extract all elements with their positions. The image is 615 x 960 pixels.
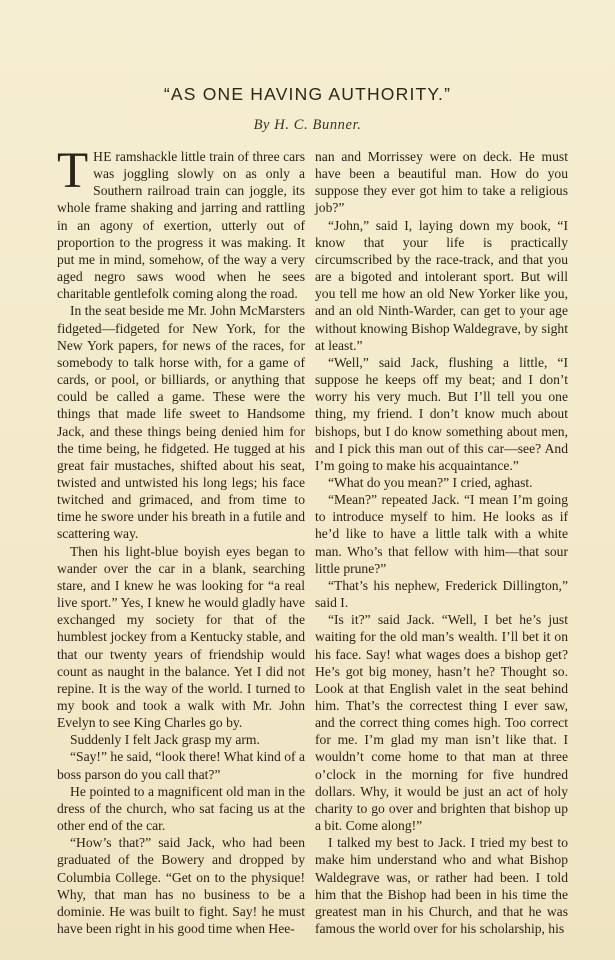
drop-cap: T: [57, 143, 89, 199]
article-byline: By H. C. Bunner.: [253, 117, 362, 133]
left-column: [57, 143, 305, 937]
article-title: “AS ONE HAVING AUTHORITY.”: [163, 84, 452, 104]
paragraph: In the seat beside me Mr. John McMarsters fidgeted—fidgeted for New York, for the New York papers, for news of the races, for somebody to talk horse with, for a game of cards, or pool, or billiards, or anything that could be called a game. These were the things that made life sweet to Handsome Jack, and these things being denied him for the time being, he fidgeted. He tugged at his great fair mustaches, shifted about his seat, twisted and untwisted his long legs; his face twitched and grimaced, and from time to time he swore under his breath in a futile and scattering way.: [57, 303, 305, 542]
paragraph: He pointed to a magnificent old man in the dress of the church, who sat facing us at the other end of the car.: [57, 783, 305, 834]
paragraph: [57, 143, 305, 302]
paragraph: Then his light-blue boyish eyes began to wander over the car in a blank, searching stare, and I knew he was looking for “a real live sport.” Yes, I knew he would gladly have exchanged my society for that of the humblest jockey from a Kentucky stable, and that our twenty years of friendship would count as naught in the balance. Yet I did not repine. It is the way of the world. I turned to my book and took a walk with Mr. John Evelyn to see King Charles go by.: [57, 543, 305, 731]
paragraph: I talked my best to Jack. I tried my best to make him understand who and what Bishop Waldegrave was, or rather had been. I told him that the Bishop had been in his time the greatest man in his Church, and that he was famous the world over for his scholarship, his: [315, 835, 568, 937]
paragraph: “Say!” he said, “look there! What kind of a boss parson do you call that?”: [57, 749, 305, 782]
paragraph: “John,” said I, laying down my book, “I know that your life is practically circumscribed by the race-track, and that you are a bigoted and intolerant sport. But will you tell me how an old New Yorker like you, and an old Ninth-Warder, can get to your age without knowing Bishop Waldegrave, by sight at least.”: [315, 217, 568, 353]
paragraph: Suddenly I felt Jack grasp my arm.: [70, 732, 260, 748]
paragraph: “Mean?” repeated Jack. “I mean I’m going to introduce myself to him. He looks as if he’d like to have a little talk with a white man. Who’s that fellow with him—that sour little prune?”: [315, 492, 568, 576]
paragraph: “How’s that?” said Jack, who had been graduated of the Bowery and dropped by Columbia College. “Get on to the physique! Why, that man has no business to be a dominie. He was built to fight. Say! he must have been right in his good time when Hee-: [57, 835, 305, 937]
paragraph: “Well,” said Jack, flushing a little, “I suppose he keeps off my beat; and I don’t worry his very much. But I’ll tell you one thing, my friend. I don’t know much about bishops, but I do know something about men, and I pick this man out of this car—see? And I’m going to make his acquaintance.”: [315, 354, 568, 473]
paragraph-text: ramshackle little train of three cars was joggling slowly on as only a Southern railroad train can joggle, its whole frame shaking and jarring and rattling in an agony of exertion, utterly out of proportion to the progress it was making. It put me in mind, somehow, of the way a very aged negro saws wood when he sees charitable gentlefolk coming along the road.: [57, 149, 305, 302]
paragraph: nan and Morrissey were on deck. He must have been a beautiful man. How do you suppose they ever got him to take a religious job?”: [315, 149, 568, 216]
paragraph: “That’s his nephew, Frederick Dillington,” said I.: [315, 577, 568, 611]
first-word: HE: [93, 149, 112, 164]
paragraph: “Is it?” said Jack. “Well, I bet he’s just waiting for the old man’s wealth. I’ll bet it on his face. Say! what wages does a bishop get? He’s got big money, hasn’t he? Thought so. Look at that English valet in the seat behind him. That’s the correctest thing I ever saw, and the correct thing comes high. Too correct for me. I’m glad my man isn’t like that. I wouldn’t come home to that man at three o’clock in the morning for five hundred dollars. Why, it would be just an act of holy charity to go over and brighten that bishop up a bit. Come along!”: [315, 612, 568, 834]
paragraph: “What do you mean?” I cried, aghast.: [328, 474, 533, 490]
right-column: [315, 148, 568, 937]
